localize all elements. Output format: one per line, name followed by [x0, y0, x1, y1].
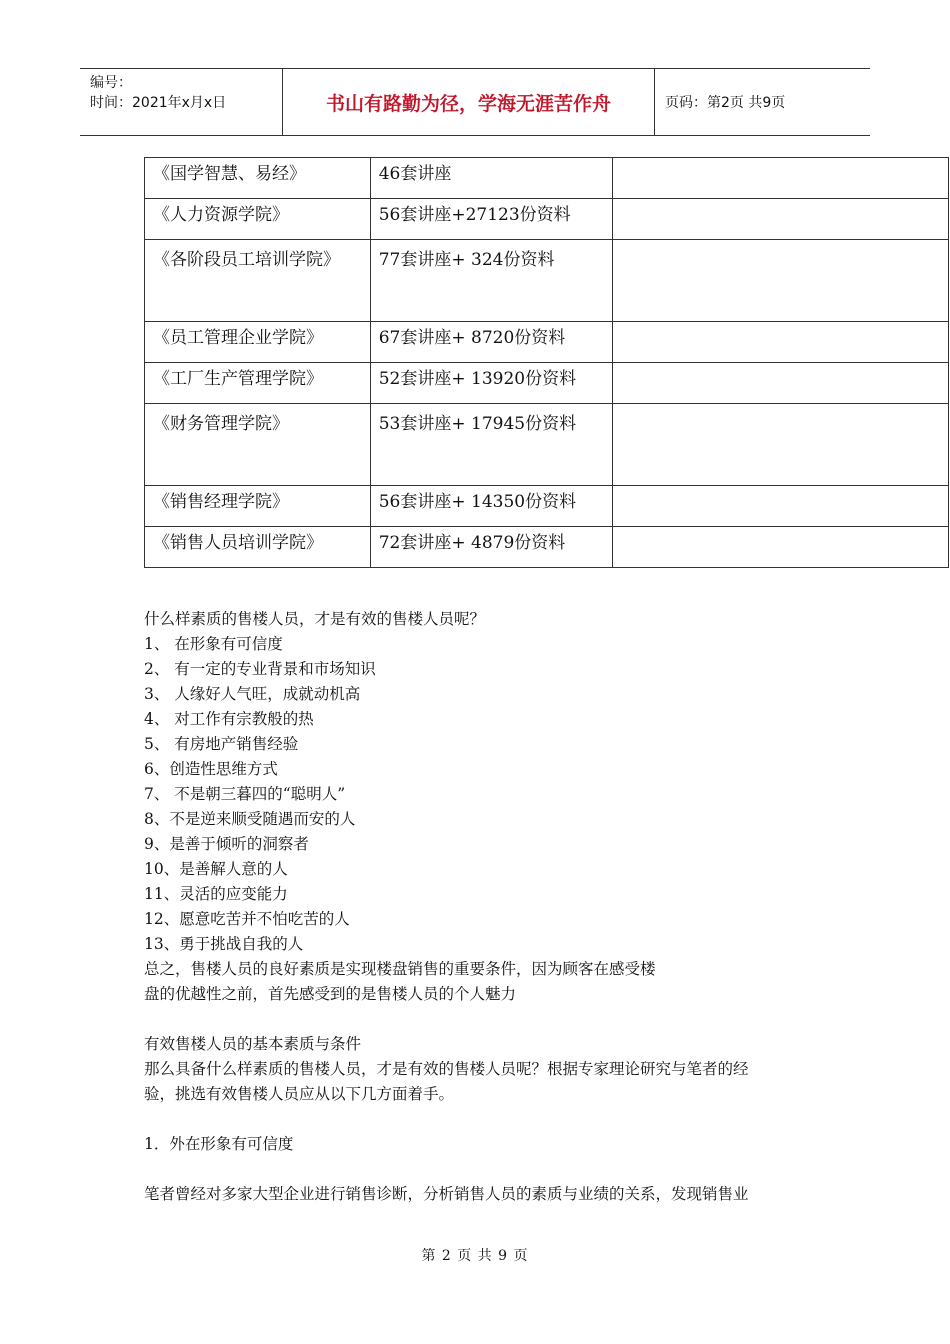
number-label: 编号： [90, 75, 132, 91]
course-table [144, 157, 949, 568]
page-header [80, 68, 870, 136]
list-item: 13、勇于挑战自我的人 [144, 935, 304, 953]
course-name: 《销售人员培训学院》 [145, 527, 371, 568]
list-item: 6、创造性思维方式 [144, 760, 278, 778]
list-item: 9、是善于倾听的洞察者 [144, 835, 309, 853]
course-extra [613, 404, 949, 486]
list-item: 11、灵活的应变能力 [144, 885, 288, 903]
table-row [145, 486, 949, 527]
list-item: 5、 有房地产销售经验 [144, 735, 299, 753]
course-extra [613, 322, 949, 363]
course-name: 《国学智慧、易经》 [145, 158, 371, 199]
sub-heading: 1．外在形象有可信度 [144, 1135, 294, 1153]
course-name: 《员工管理企业学院》 [145, 322, 371, 363]
list-item: 2、 有一定的专业背景和市场知识 [144, 660, 376, 678]
course-name: 《财务管理学院》 [145, 404, 371, 486]
header-motto: 书山有路勤为径，学海无涯苦作舟 [283, 69, 655, 135]
time-label: 时间：2021年x月x日 [90, 95, 227, 111]
table-row [145, 158, 949, 199]
course-content: 56套讲座+27123份资料 [370, 199, 613, 240]
course-content: 52套讲座+ 13920份资料 [370, 363, 613, 404]
summary-line: 总之，售楼人员的良好素质是实现楼盘销售的重要条件，因为顾客在感受楼 [144, 960, 656, 978]
course-content: 77套讲座+ 324份资料 [370, 240, 613, 322]
course-name: 《人力资源学院》 [145, 199, 371, 240]
document-body [144, 607, 824, 1207]
list-item: 12、愿意吃苦并不怕吃苦的人 [144, 910, 350, 928]
course-extra [613, 527, 949, 568]
page-footer: 第 2 页 共 9 页 [421, 1248, 529, 1264]
list-item: 8、不是逆来顺受随遇而安的人 [144, 810, 356, 828]
table-row [145, 199, 949, 240]
course-content: 56套讲座+ 14350份资料 [370, 486, 613, 527]
course-extra [613, 199, 949, 240]
section-title: 有效售楼人员的基本素质与条件 [144, 1035, 362, 1053]
course-extra [613, 240, 949, 322]
table-row [145, 363, 949, 404]
course-extra [613, 158, 949, 199]
course-name: 《各阶段员工培训学院》 [145, 240, 371, 322]
header-meta [80, 69, 283, 135]
last-paragraph: 笔者曾经对多家大型企业进行销售诊断，分析销售人员的素质与业绩的关系，发现销售业 [144, 1185, 749, 1203]
list-item: 7、 不是朝三暮四的“聪明人” [144, 785, 346, 803]
course-name: 《销售经理学院》 [145, 486, 371, 527]
course-extra [613, 486, 949, 527]
table-row [145, 240, 949, 322]
list-item: 1、 在形象有可信度 [144, 635, 283, 653]
header-page-code: 页码：第2页 共9页 [665, 95, 786, 111]
course-content: 67套讲座+ 8720份资料 [370, 322, 613, 363]
question-text: 什么样素质的售楼人员，才是有效的售楼人员呢？ [144, 610, 486, 628]
intro-line: 验，挑选有效售楼人员应从以下几方面着手。 [144, 1085, 455, 1103]
course-content: 53套讲座+ 17945份资料 [370, 404, 613, 486]
course-extra [613, 363, 949, 404]
intro-line: 那么具备什么样素质的售楼人员，才是有效的售楼人员呢？根据专家理论研究与笔者的经 [144, 1060, 749, 1078]
list-item: 4、 对工作有宗教般的热 [144, 710, 314, 728]
course-name: 《工厂生产管理学院》 [145, 363, 371, 404]
list-item: 3、 人缘好人气旺，成就动机高 [144, 685, 361, 703]
table-row [145, 322, 949, 363]
table-row [145, 527, 949, 568]
course-content: 46套讲座 [370, 158, 613, 199]
course-content: 72套讲座+ 4879份资料 [370, 527, 613, 568]
list-item: 10、是善解人意的人 [144, 860, 288, 878]
table-row [145, 404, 949, 486]
summary-line: 盘的优越性之前，首先感受到的是售楼人员的个人魅力 [144, 985, 517, 1003]
